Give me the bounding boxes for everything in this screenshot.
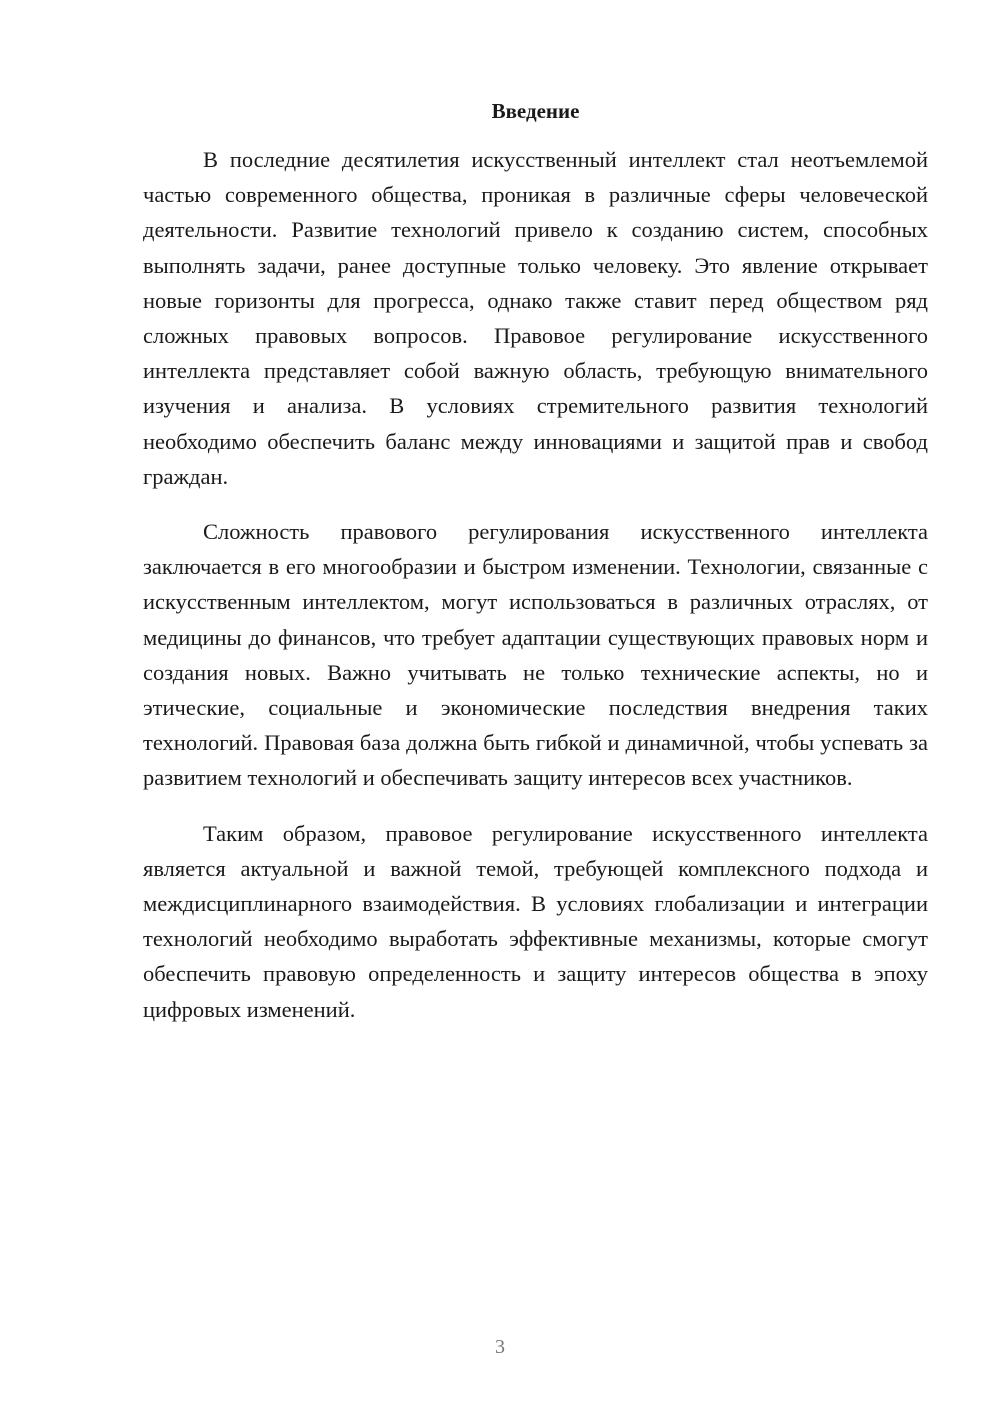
body-text xyxy=(143,142,928,1047)
page-number: 3 xyxy=(495,1336,505,1358)
paragraph-1: В последние десятилетия искусственный интеллект стал неотъемлемой частью современного общества, проникая в различные сферы человеческой деятельности. Развитие технологий привело к созданию систем, способных выполнять задачи, ранее доступные только человеку. Это явление открывает новые горизонты для прогресса, однако также ставит перед обществом ряд сложных правовых вопросов. Правовое регулирование искусственного интеллекта представляет собой важную область, требующую внимательного изучения и анализа. В условиях стремительного развития технологий необходимо обеспечить баланс между инновациями и защитой прав и свобод граждан. xyxy=(143,147,928,489)
paragraph-3: Таким образом, правовое регулирование искусственного интеллекта является актуальной и важной темой, требующей комплексного подхода и междисциплинарного взаимодействия. В условиях глобализации и интеграции технологий необходимо выработать эффективные механизмы, которые смогут обеспечить правовую определенность и защиту интересов общества в эпоху цифровых изменений. xyxy=(143,820,928,1022)
paragraph-2: Сложность правового регулирования искусственного интеллекта заключается в его многообразии и быстром изменении. Технологии, связанные с искусственным интеллектом, могут использоваться в различных отраслях, от медицины до финансов, что требует адаптации существующих правовых норм и создания новых. Важно учитывать не только технические аспекты, но и этические, социальные и экономические последствия внедрения таких технологий. Правовая база должна быть гибкой и динамичной, чтобы успевать за развитием технологий и обеспечивать защиту интересов всех участников. xyxy=(143,519,928,791)
section-heading: Введение xyxy=(491,99,580,123)
